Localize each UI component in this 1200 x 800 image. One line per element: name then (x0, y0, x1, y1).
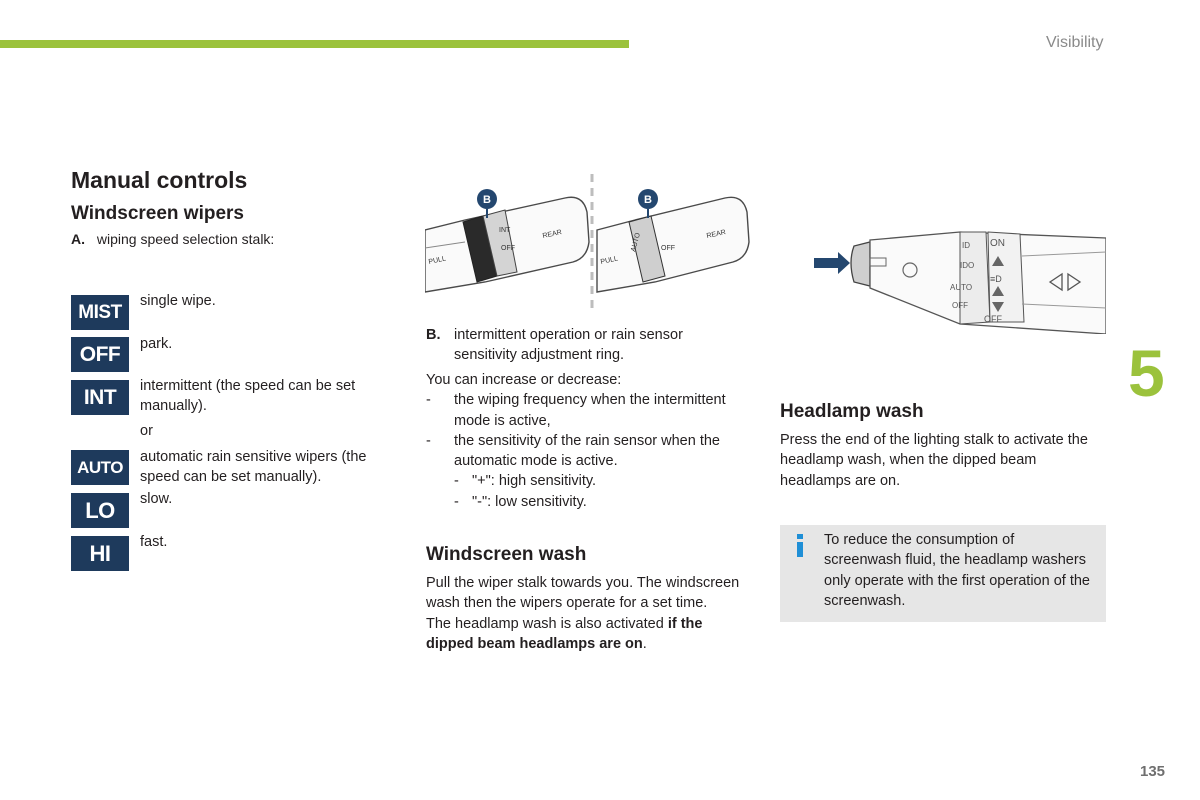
wiper-stalk-diagram (425, 172, 755, 314)
sub-bullet-text: "+": high sensitivity. (472, 473, 597, 490)
svg-text:REAR: REAR (541, 229, 563, 240)
wash-note-text: The headlamp wash is also activated (426, 615, 668, 632)
wash-headlamp-note (426, 614, 750, 655)
int-description: intermittent (the speed can be set manually). (140, 378, 356, 415)
lo-badge: LO (71, 493, 129, 528)
ring-label-b-right: B (644, 194, 652, 206)
svg-text:≡D: ≡D (990, 274, 1002, 284)
windscreen-wash-title: Windscreen wash (426, 544, 587, 565)
sub-bullet-text: "-": low sensitivity. (472, 493, 587, 510)
item-a-text: wiping speed selection stalk: (96, 231, 275, 247)
section-title: Visibility (1046, 34, 1104, 51)
on-label: ON (990, 238, 1005, 249)
mist-badge: MIST (71, 295, 129, 330)
item-b (426, 325, 746, 366)
item-a-label: A. (71, 231, 85, 247)
chapter-number: 5 (1128, 336, 1165, 410)
auto-label: AUTO (950, 283, 973, 292)
bullet-item: - the wiping frequency when the intermittent mode is active, (426, 392, 726, 429)
int-badge: INT (71, 380, 129, 415)
svg-text:PULL: PULL (427, 255, 447, 266)
headlamp-wash-title: Headlamp wash (780, 401, 924, 422)
wash-note-bold: if the dipped beam headlamps are on (426, 615, 703, 652)
info-text: To reduce the consumption of screenwash fluid, the headlamp washers only operate with the first operation of the screenwash. (824, 532, 1090, 609)
off-label-right: OFF (984, 314, 1002, 324)
svg-text:ID: ID (962, 241, 970, 250)
press-arrow-icon (814, 252, 850, 274)
windscreen-wash-text (426, 573, 750, 654)
off-badge: OFF (71, 337, 129, 372)
off-description: park. (140, 336, 173, 352)
bullet-text: the wiping frequency when the intermittent mode is active, (454, 392, 726, 429)
hi-badge: HI (71, 536, 129, 571)
subsection-title: Windscreen wipers (71, 203, 244, 224)
hi-description: fast. (140, 534, 168, 550)
headlamp-wash-text: Press the end of the lighting stalk to activate the headlamp wash, when the dipped beam headlamps are on. (780, 432, 1088, 489)
bullet-item: - the sensitivity of the rain sensor when the automatic mode is active. (426, 432, 720, 470)
mist-description: single wipe. (140, 293, 216, 309)
auto-badge: AUTO (71, 450, 129, 485)
bullet-text: the sensitivity of the rain sensor when the automatic mode is active. (454, 432, 720, 470)
off-label-left: OFF (952, 301, 968, 310)
svg-text:PULL: PULL (599, 255, 619, 266)
svg-text:INT: INT (499, 227, 511, 234)
header-accent-bar (0, 40, 629, 48)
svg-text:AUTO: AUTO (630, 232, 642, 253)
item-a (71, 229, 274, 249)
svg-text:REAR: REAR (705, 229, 727, 240)
wiper-stalk-left (425, 189, 589, 292)
lo-description: slow. (140, 491, 173, 507)
sub-bullet-item: - "-": low sensitivity. (454, 493, 587, 510)
item-b-label: B. (426, 327, 441, 343)
info-icon (795, 534, 807, 558)
page-title: Manual controls (71, 167, 248, 193)
svg-text:OFF: OFF (661, 245, 675, 252)
wiper-stalk-right (597, 189, 749, 292)
svg-text:OFF: OFF (501, 245, 515, 252)
ring-label-b-left: B (483, 194, 491, 206)
adjustment-intro: You can increase or decrease: (426, 372, 622, 388)
wash-paragraph: Pull the wiper stalk towards you. The windscreen wash then the wipers operate for a set time. (426, 575, 740, 612)
lighting-stalk-diagram (810, 222, 1106, 334)
item-b-text: intermittent operation or rain sensor sensitivity adjustment ring. (454, 327, 683, 364)
auto-description: automatic rain sensitive wipers (the speed can be set manually). (140, 449, 367, 486)
page-number: 135 (1140, 763, 1166, 780)
sub-bullet-item: - "+": high sensitivity. (454, 473, 597, 490)
adjustment-info (426, 370, 748, 512)
wash-note-end: . (642, 635, 647, 652)
svg-text:IDO: IDO (960, 261, 975, 270)
or-text: or (140, 423, 153, 439)
